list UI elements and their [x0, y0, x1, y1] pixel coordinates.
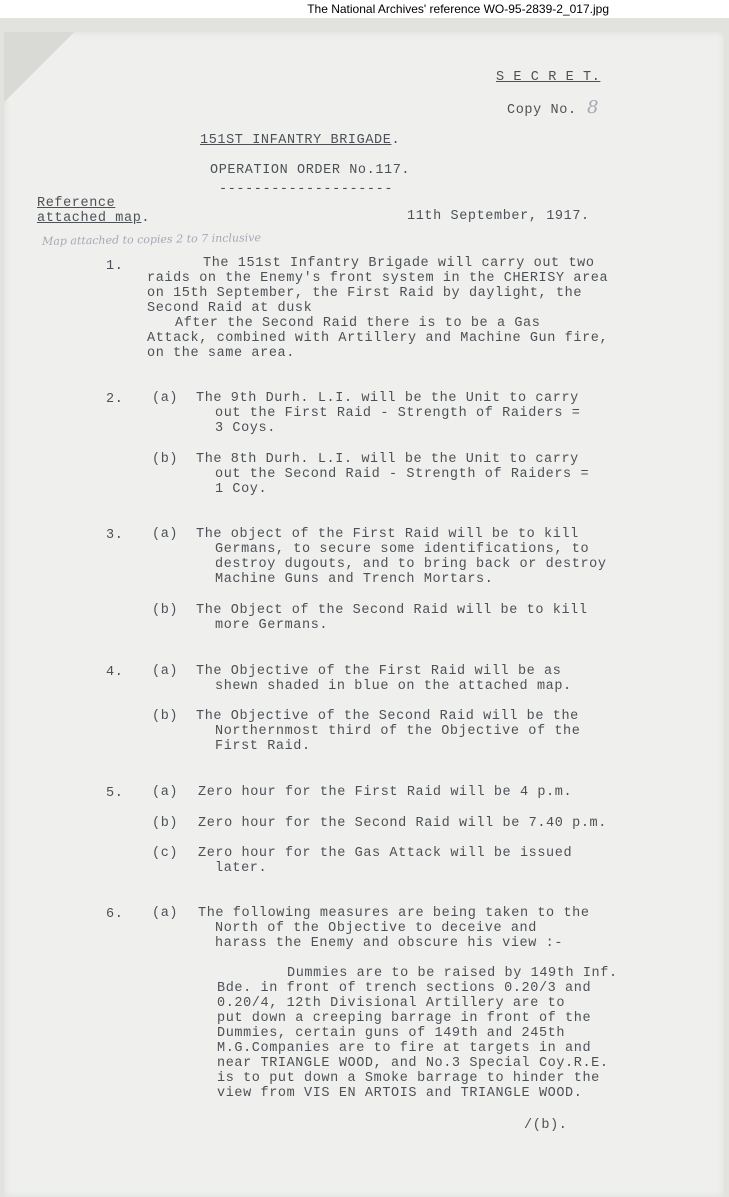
para-3b-line: The Object of the Second Raid will be to kill — [196, 603, 588, 618]
para-3a-line: Machine Guns and Trench Mortars. — [215, 572, 494, 587]
para-4b-line: The Objective of the Second Raid will be the — [196, 709, 579, 724]
archive-reference-bar — [0, 0, 729, 18]
para-1-line: on the same area. — [147, 346, 295, 361]
para-4a-line: shewn shaded in blue on the attached map. — [215, 679, 572, 694]
para-1-line: on 15th September, the First Raid by daylight, the — [147, 286, 583, 301]
brigade-title: 151ST INFANTRY BRIGADE — [200, 133, 392, 148]
continuation-marker: /(b). — [524, 1118, 568, 1133]
para-3a-line: The object of the First Raid will be to kill — [196, 527, 579, 542]
para-5b-label: (b) — [152, 816, 179, 831]
order-date: 11th September, 1917. — [407, 209, 590, 224]
para-1-line: Second Raid at dusk — [147, 301, 313, 316]
reference-map-label: attached map — [37, 211, 142, 226]
para-4a-label: (a) — [152, 664, 179, 679]
para-1-line: Attack, combined with Artillery and Machine Gun fire, — [147, 331, 609, 346]
para-1-number: 1. — [106, 259, 124, 274]
para-6-number: 6. — [106, 907, 124, 922]
copy-number-handwritten: 8 — [587, 97, 599, 118]
para-2b-label: (b) — [152, 452, 179, 467]
para-3b-line: more Germans. — [215, 618, 329, 633]
reference-label: Reference — [37, 196, 116, 211]
para-3a-line: Germans, to secure some identifications, to — [215, 542, 590, 557]
copy-label: Copy No. — [507, 103, 577, 118]
para-2a-line: out the First Raid - Strength of Raiders = — [215, 406, 581, 421]
operation-order-title: OPERATION ORDER No.117. — [210, 163, 411, 178]
para-6-detail-line: Dummies, certain guns of 149th and 245th — [217, 1026, 566, 1041]
archive-reference: The National Archives' reference WO-95-2839-2_017.jpg — [307, 2, 609, 16]
folded-corner — [4, 32, 74, 102]
para-1-line: raids on the Enemy's front system in the CHERISY area — [147, 271, 609, 286]
para-6-detail-line: view from VIS EN ARTOIS and TRIANGLE WOOD. — [217, 1086, 583, 1101]
para-3-number: 3. — [106, 528, 124, 543]
para-4b-label: (b) — [152, 709, 179, 724]
para-2b-line: 1 Coy. — [215, 482, 268, 497]
para-4b-line: First Raid. — [215, 739, 311, 754]
para-6a-line: North of the Objective to deceive and — [215, 921, 537, 936]
para-6-detail-line: M.G.Companies are to fire at targets in and — [217, 1041, 592, 1056]
para-2-number: 2. — [106, 392, 124, 407]
classification-secret: S E C R E T. — [496, 70, 601, 85]
para-5a-line: Zero hour for the First Raid will be 4 p.m. — [198, 785, 573, 800]
para-6-detail-line: is to put down a Smoke barrage to hinder the — [217, 1071, 600, 1086]
para-2b-line: The 8th Durh. L.I. will be the Unit to carry — [196, 452, 579, 467]
para-4b-line: Northernmost third of the Objective of the — [215, 724, 581, 739]
para-6a-label: (a) — [152, 906, 179, 921]
para-4a-line: The Objective of the First Raid will be as — [196, 664, 562, 679]
para-4-number: 4. — [106, 665, 124, 680]
para-6-detail-line: 0.20/4, 12th Divisional Artillery are to — [217, 996, 566, 1011]
pencil-annotation-map: Map attached to copies 2 to 7 inclusive — [41, 231, 262, 248]
para-6-detail-line: near TRIANGLE WOOD, and No.3 Special Coy.R.E. — [217, 1056, 609, 1071]
para-2a-label: (a) — [152, 391, 179, 406]
para-6-detail-line: Dummies are to be raised by 149th Inf. — [287, 966, 618, 981]
reference-period: . — [141, 211, 151, 226]
para-5-number: 5. — [106, 786, 124, 801]
para-5c-label: (c) — [152, 846, 179, 861]
para-5a-label: (a) — [152, 785, 179, 800]
para-6-detail-line: Bde. in front of trench sections 0.20/3 and — [217, 981, 592, 996]
para-5b-line: Zero hour for the Second Raid will be 7.40 p.m. — [198, 816, 607, 831]
para-6a-line: The following measures are being taken to the — [198, 906, 590, 921]
para-3a-line: destroy dugouts, and to bring back or destroy — [215, 557, 607, 572]
para-2b-line: out the Second Raid - Strength of Raiders = — [215, 467, 590, 482]
para-6-detail-line: put down a creeping barrage in front of the — [217, 1011, 592, 1026]
para-5c-line: Zero hour for the Gas Attack will be issued — [198, 846, 573, 861]
para-5c-line: later. — [215, 861, 268, 876]
para-2a-line: The 9th Durh. L.I. will be the Unit to carry — [196, 391, 579, 406]
para-3b-label: (b) — [152, 603, 179, 618]
brigade-title-period: . — [391, 133, 401, 148]
para-1-line: After the Second Raid there is to be a Gas — [175, 316, 541, 331]
para-6a-line: harass the Enemy and obscure his view :- — [215, 936, 564, 951]
para-3a-label: (a) — [152, 527, 179, 542]
title-divider: -------------------- — [219, 182, 394, 197]
para-2a-line: 3 Coys. — [215, 421, 276, 436]
para-1-line: The 151st Infantry Brigade will carry out two — [203, 256, 595, 271]
